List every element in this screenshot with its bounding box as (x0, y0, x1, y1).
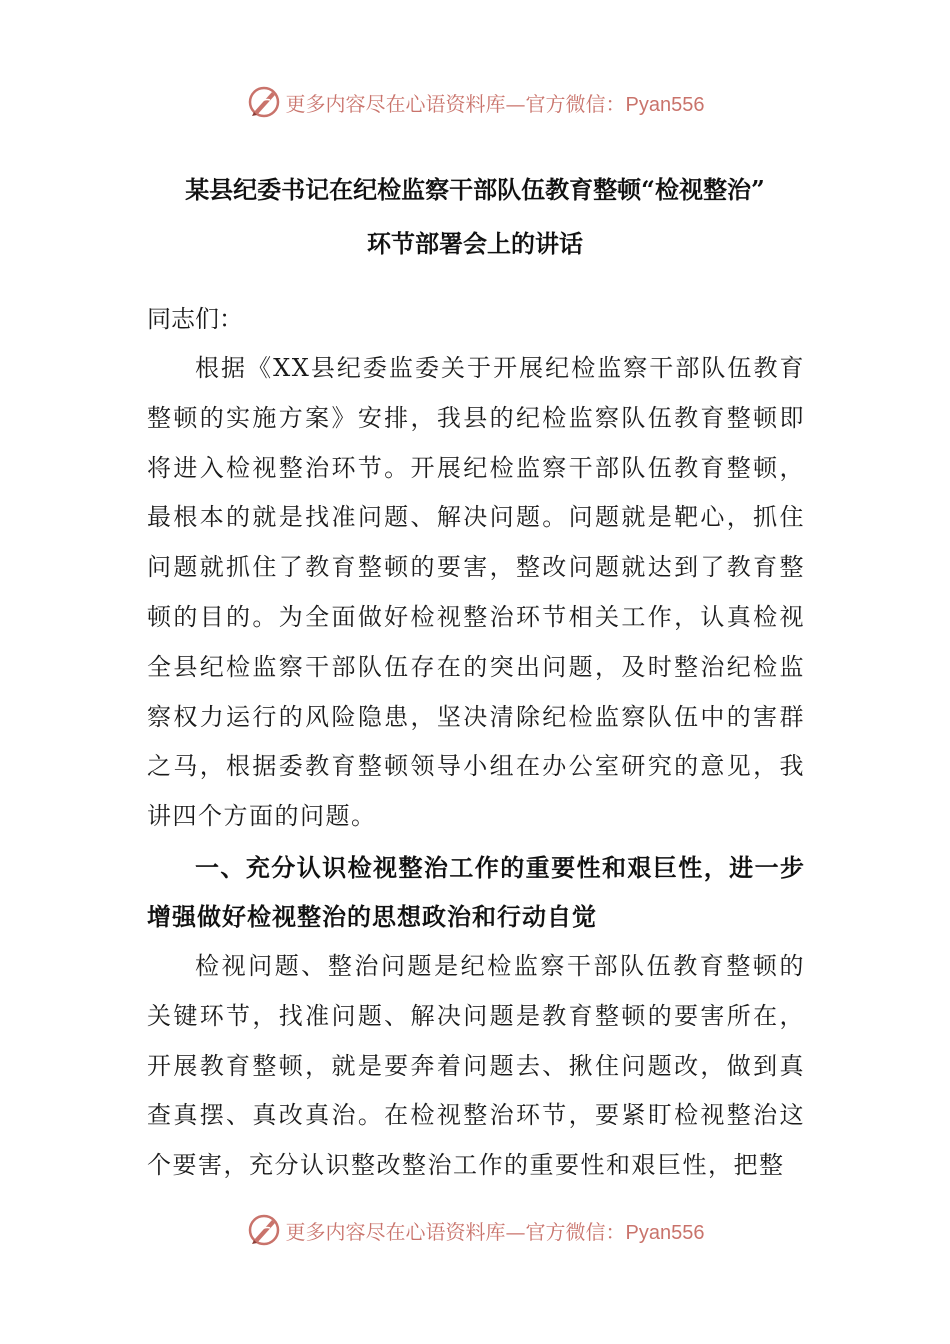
document-title-line-1: 某县纪委书记在纪检监察干部队伍教育整顿“检视整治” (185, 175, 765, 204)
pen-logo-icon (246, 1212, 282, 1248)
pen-logo-icon (246, 84, 282, 120)
footer-watermark-banner (0, 1210, 950, 1250)
greeting: 同志们： (147, 305, 243, 333)
document-title-line-2: 环节部署会上的讲话 (367, 229, 583, 258)
body-paragraph-2: 检视问题、整治问题是纪检监察干部队伍教育整顿的关键环节，找准问题、解决问题是教育整顿的要害所在，开展教育整顿，就是要奔着问题去、揪住问题改，做到真查真摆、真改真治。在检视整治环节，要紧盯检视整治这个要害，充分认识整改整治工作的重要性和艰巨性，把整 (147, 952, 805, 1180)
section-heading-1: 一、充分认识检视整治工作的重要性和艰巨性，进一步增强做好检视整治的思想政治和行动自觉 (147, 853, 805, 931)
banner-text: 更多内容尽在心语资料库—官方微信：Pyan556 (285, 91, 705, 116)
body-paragraph-1: 根据《XX县纪委监委关于开展纪检监察干部队伍教育整顿的实施方案》安排，我县的纪检监察队伍教育整顿即将进入检视整治环节。开展纪检监察干部队伍教育整顿，最根本的就是找准问题、解决问题。问题就是靶心，抓住问题就抓住了教育整顿的要害，整改问题就达到了教育整顿的目的。为全面做好检视整治环节相关工作，认真检视全县纪检监察干部队伍存在的突出问题，及时整治纪检监察权力运行的风险隐患，坚决清除纪检监察队伍中的害群之马，根据委教育整顿领导小组在办公室研究的意见，我讲四个方面的问题。 (147, 354, 805, 831)
header-watermark-banner (0, 82, 950, 122)
banner-text: 更多内容尽在心语资料库—官方微信：Pyan556 (285, 1219, 705, 1244)
